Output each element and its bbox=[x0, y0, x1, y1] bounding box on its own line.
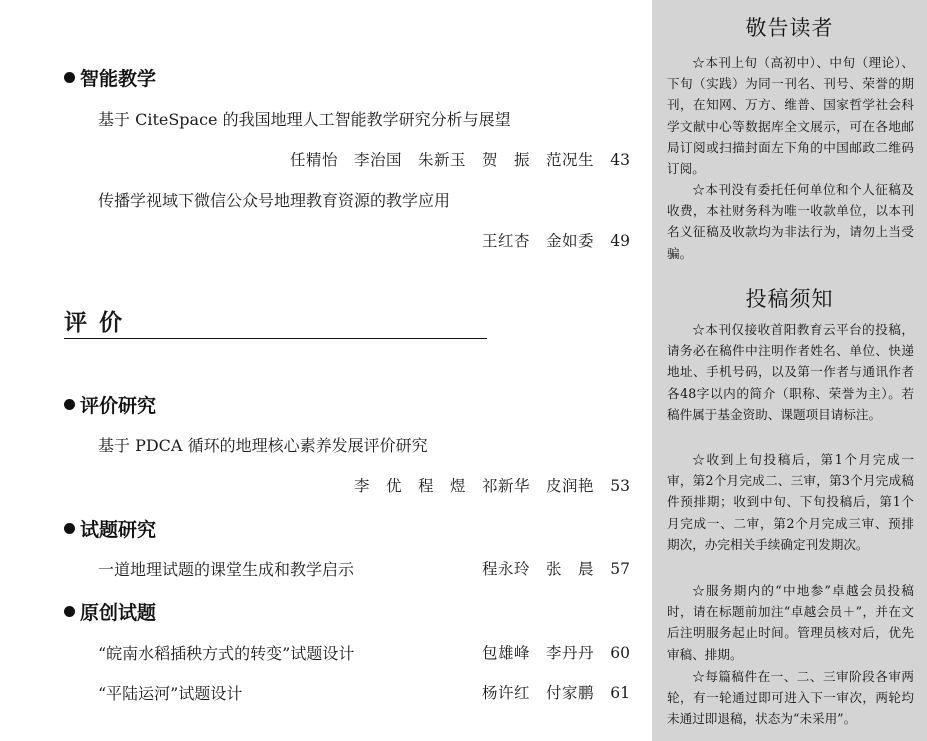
article-byline bbox=[98, 474, 630, 496]
article-title[interactable]: “皖南水稻插秧方式的转变”试题设计 bbox=[98, 644, 355, 663]
submission-title: 投稿须知 bbox=[745, 287, 834, 311]
article-title[interactable]: 传播学视域下微信公众号地理教育资源的教学应用 bbox=[98, 191, 451, 210]
bullet-icon bbox=[64, 399, 75, 410]
section-heading-evaluation-research: 评价研究 bbox=[64, 391, 156, 418]
bullet-icon bbox=[64, 606, 75, 617]
chapter-heading-evaluation: 评 价 bbox=[64, 304, 487, 339]
article-row bbox=[98, 681, 630, 703]
bullet-icon bbox=[64, 523, 75, 534]
article-authors: 王红杏 金如委 bbox=[481, 232, 594, 250]
article-page: 61 bbox=[610, 684, 630, 702]
article-title[interactable]: 基于 CiteSpace 的我国地理人工智能教学研究分析与展望 bbox=[98, 110, 511, 129]
article-authors: 李 优 程 煜 祁新华 皮润艳 bbox=[353, 477, 594, 495]
section-heading-exam-research: 试题研究 bbox=[64, 515, 156, 542]
article-title[interactable]: 基于 PDCA 循环的地理核心素养发展评价研究 bbox=[98, 436, 428, 455]
submission-paragraph: ☆收到上旬投稿后，第1个月完成一审，第2个月完成二、三审，第3个月完成稿件预排期；收到中旬、下旬投稿后，第1个月完成一、二审，第2个月完成三审、预排期次，办完相关手续确定刊发期次。 bbox=[667, 452, 914, 552]
section-heading-smart-teaching: 智能教学 bbox=[64, 64, 156, 91]
article-title[interactable]: “平陆运河”试题设计 bbox=[98, 684, 243, 703]
bullet-icon bbox=[64, 72, 75, 83]
article-byline bbox=[98, 229, 630, 251]
article-authors: 任精怡 李治国 朱新玉 贺 振 范况生 bbox=[289, 151, 594, 169]
article-page: 60 bbox=[610, 644, 630, 662]
article-page: 49 bbox=[610, 232, 630, 250]
notice-paragraph: ☆本刊没有委托任何单位和个人征稿及收费，本社财务科为唯一收款单位，以本刊名义征稿及收款均为非法行为，请勿上当受骗。 bbox=[667, 182, 914, 261]
article-page: 43 bbox=[610, 151, 630, 169]
article-page: 57 bbox=[610, 560, 630, 578]
article-authors: 杨许红 付家鹏 bbox=[481, 684, 594, 702]
article-page: 53 bbox=[610, 477, 630, 495]
article-authors: 包雄峰 李丹丹 bbox=[481, 644, 594, 662]
submission-paragraph: ☆每篇稿件在一、二、三审阶段各审两轮，有一轮通过即可进入下一审次，两轮均未通过即退稿，状态为“未采用”。 bbox=[667, 669, 914, 727]
notice-title: 敬告读者 bbox=[745, 16, 834, 40]
submission-paragraph: ☆本刊仅接收首阳教育云平台的投稿，请务必在稿件中注明作者姓名、单位、快递地址、手机号码，以及第一作者与通讯作者各48字以内的简介（职称、荣誉为主）。若稿件属于基金资助、课题项目请标注。 bbox=[667, 322, 914, 422]
notice-paragraph: ☆本刊上旬（高初中）、中旬（理论）、下旬（实践）为同一刊名、刊号、荣誉的期刊，在知网、万方、维普、国家哲学社会科学文献中心等数据库全文展示，可在各地邮局订阅或扫描封面左下角的中国邮政二维码订阅。 bbox=[667, 55, 914, 177]
submission-paragraph: ☆服务期内的“中地参”卓越会员投稿时，请在标题前加注“卓越会员＋”，并在文后注明服务起止时间。管理员核对后，优先审稿、排期。 bbox=[667, 583, 914, 662]
article-title[interactable]: 一道地理试题的课堂生成和教学启示 bbox=[98, 560, 355, 579]
article-row bbox=[98, 557, 630, 579]
article-row bbox=[98, 641, 630, 663]
article-authors: 程永玲 张 晨 bbox=[481, 560, 594, 578]
notice-sidebar bbox=[652, 0, 927, 741]
article-byline bbox=[98, 148, 630, 170]
section-heading-original-questions: 原创试题 bbox=[64, 598, 156, 625]
